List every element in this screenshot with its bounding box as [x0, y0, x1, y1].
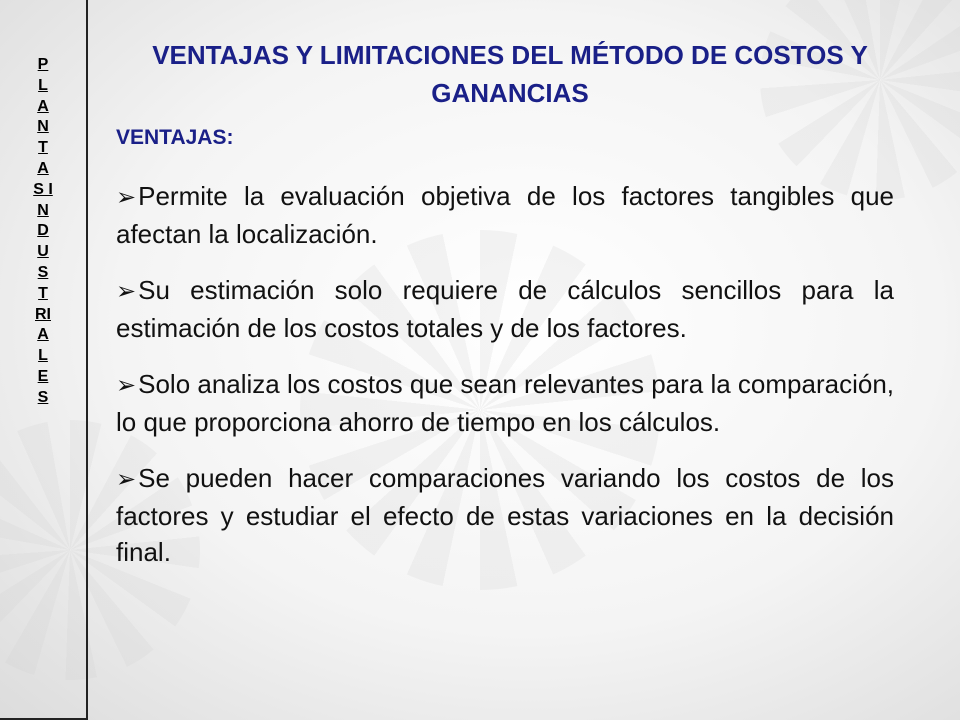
- arrowhead-right-icon: ➢: [116, 372, 137, 399]
- bullet-text: Permite la evaluación objetiva de los factores tangibles que afectan la localización.: [116, 181, 894, 249]
- bullet-text: Su estimación solo requiere de cálculos sencillos para la estimación de los costos totales y de los factores.: [116, 275, 894, 343]
- sidebar-vertical-title: PLANTAS INDUSTRIALES: [33, 56, 53, 406]
- arrowhead-right-icon: ➢: [116, 184, 137, 211]
- arrowhead-right-icon: ➢: [116, 466, 137, 493]
- bullet-item: [116, 178, 894, 252]
- bullet-item: [116, 366, 894, 440]
- bullet-text: Solo analiza los costos que sean relevantes para la comparación, lo que proporciona ahorro de tiempo en los cálculos.: [116, 369, 895, 437]
- bullet-text: Se pueden hacer comparaciones variando los costos de los factores y estudiar el efecto de estas variaciones en la decisión final.: [116, 463, 894, 567]
- arrowhead-right-icon: ➢: [116, 278, 137, 305]
- bullet-item: [116, 272, 894, 346]
- slide-title: VENTAJAS Y LIMITACIONES DEL MÉTODO DE COSTOS Y GANANCIAS: [152, 40, 868, 108]
- bullet-list: [116, 178, 894, 590]
- section-heading-ventajas: VENTAJAS:: [116, 126, 234, 149]
- sidebar-panel: [0, 0, 88, 720]
- bullet-item: [116, 460, 894, 570]
